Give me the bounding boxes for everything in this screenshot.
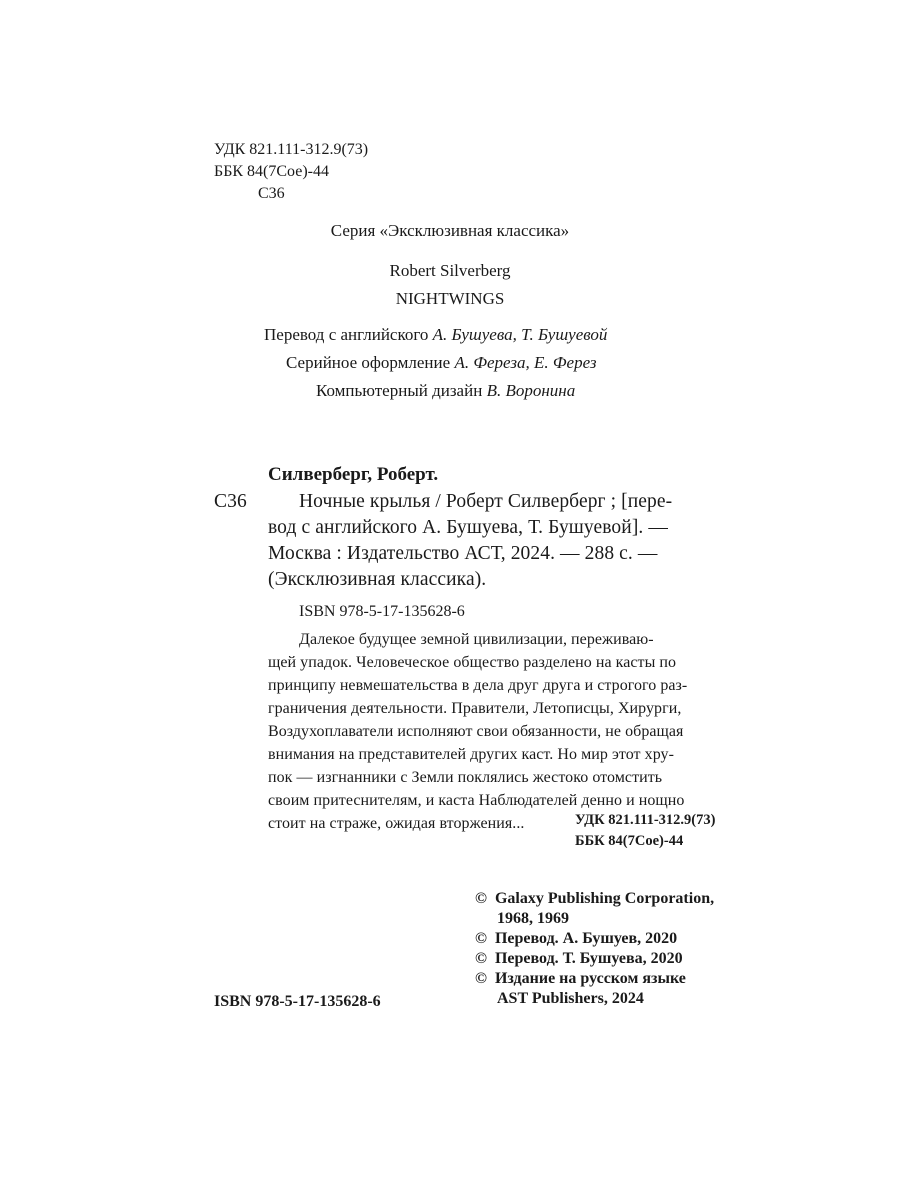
copyright-line-5	[475, 970, 686, 988]
bbk-line: ББК 84(7Сое)-44	[214, 163, 329, 180]
annotation-line-1: Далекое будущее земной цивилизации, переживаю-	[299, 631, 654, 648]
copyright-line-4	[475, 950, 683, 968]
credit-names: А. Фереза, Е. Ферез	[454, 353, 597, 372]
credit-names: А. Бушуева, Т. Бушуевой	[432, 325, 608, 344]
design-credit	[286, 353, 597, 373]
card-line-4: (Эксклюзивная классика).	[268, 569, 487, 590]
card-line-2: вод с английского А. Бушуева, Т. Бушуевой]. —	[268, 517, 668, 538]
copyright-symbol: ©	[475, 890, 487, 907]
isbn-bottom: ISBN 978-5-17-135628-6	[214, 993, 381, 1010]
credit-names: В. Воронина	[486, 381, 576, 400]
copyright-symbol: ©	[475, 970, 487, 987]
copyright-symbol: ©	[475, 950, 487, 967]
annotation-line-7: пок — изгнанники с Земли поклялись жестоко отомстить	[268, 769, 663, 786]
copyright-line-1	[475, 890, 714, 908]
author-code: С36	[258, 185, 285, 202]
copyright-line-6: AST Publishers, 2024	[497, 990, 644, 1007]
annotation-line-5: Воздухоплаватели исполняют свои обязанности, не обращая	[268, 723, 684, 740]
copyright-text: Издание на русском языке	[494, 970, 686, 987]
annotation-line-9: стоит на страже, ожидая вторжения...	[268, 815, 525, 832]
card-author-heading: Силверберг, Роберт.	[268, 464, 439, 485]
copyright-text: Перевод. Т. Бушуева, 2020	[494, 950, 683, 967]
card-isbn: ISBN 978-5-17-135628-6	[299, 603, 465, 620]
original-author: Robert Silverberg	[389, 261, 511, 280]
annotation-line-2: щей упадок. Человеческое общество разделено на касты по	[268, 654, 677, 671]
credit-label: Компьютерный дизайн	[316, 381, 487, 400]
annotation-line-6: внимания на представителей других каст. Но мир этот хру-	[268, 746, 674, 763]
card-bbk: ББК 84(7Сое)-44	[575, 833, 684, 849]
card-code: С36	[214, 491, 247, 512]
copyright-text: Galaxy Publishing Corporation,	[494, 890, 715, 907]
copyright-line-3	[475, 930, 677, 948]
udk-line: УДК 821.111-312.9(73)	[214, 141, 369, 158]
annotation-line-8: своим притеснителям, и каста Наблюдателей денно и нощно	[268, 792, 685, 809]
card-udk: УДК 821.111-312.9(73)	[575, 812, 716, 828]
original-title: NIGHTWINGS	[395, 289, 505, 308]
translation-credit	[264, 325, 607, 345]
card-line-3: Москва : Издательство АСТ, 2024. — 288 с. —	[268, 543, 658, 564]
annotation-line-3: принципу невмешательства в дела друг друга и строгого раз-	[268, 677, 688, 694]
copyright-line-2: 1968, 1969	[497, 910, 569, 927]
card-line-1: Ночные крылья / Роберт Силверберг ; [пере-	[299, 491, 673, 512]
copyright-text: Перевод. А. Бушуев, 2020	[494, 930, 678, 947]
credit-label: Перевод с английского	[264, 325, 433, 344]
annotation-line-4: граничения деятельности. Правители, Летописцы, Хирурги,	[268, 700, 682, 717]
series-line: Серия «Эксклюзивная классика»	[330, 221, 570, 240]
computer-design-credit	[316, 381, 575, 401]
copyright-symbol: ©	[475, 930, 487, 947]
credit-label: Серийное оформление	[286, 353, 455, 372]
